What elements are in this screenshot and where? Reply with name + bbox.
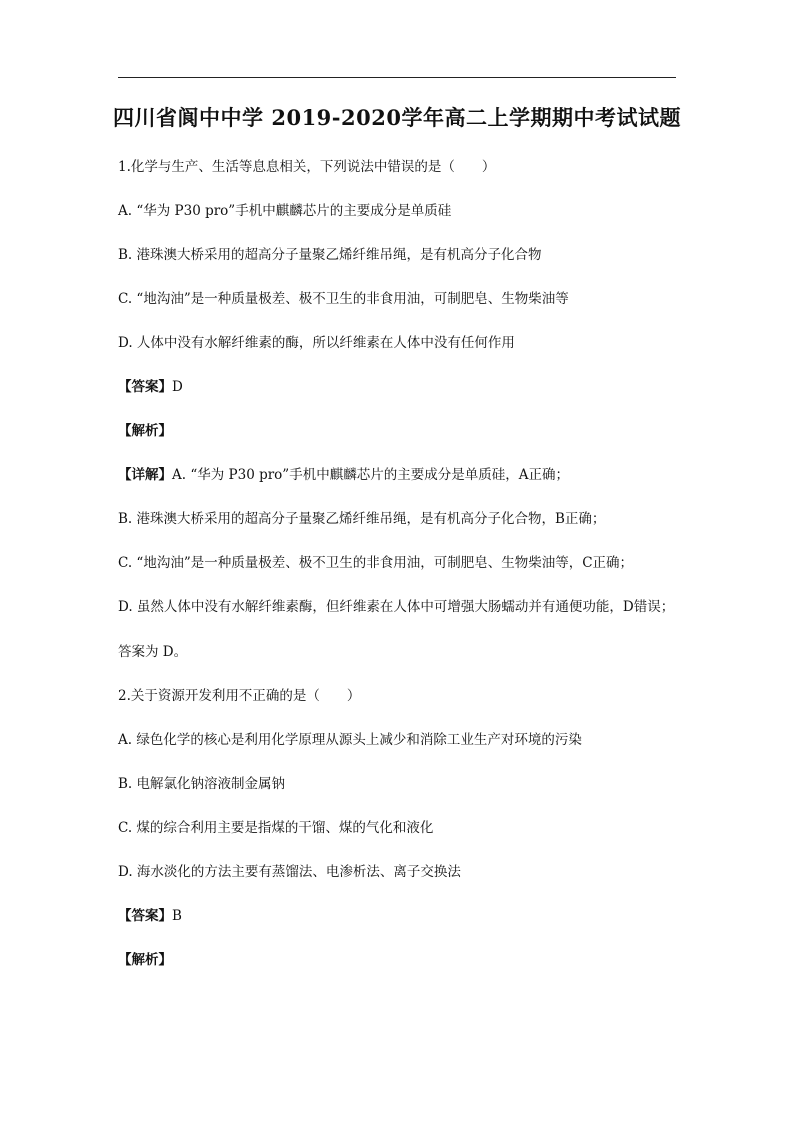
question-1-option-b: B. 港珠澳大桥采用的超高分子量聚乙烯纤维吊绳，是有机高分子化合物 — [118, 247, 542, 263]
answer-value: B — [172, 908, 182, 924]
document-body — [118, 156, 676, 993]
header-rule — [118, 77, 676, 78]
question-1-detail-a — [118, 464, 676, 486]
question-1-detail-b: B. 港珠澳大桥采用的超高分子量聚乙烯纤维吊绳，是有机高分子化合物，B正确； — [118, 511, 606, 527]
question-1-answer — [118, 376, 676, 398]
detail-label: 【详解】 — [118, 467, 172, 483]
detail-a-text: A. “华为 P30 pro”手机中麒麟芯片的主要成分是单质硅，A正确； — [172, 467, 569, 483]
question-2-analysis-label: 【解析】 — [118, 952, 172, 968]
answer-label: 【答案】 — [118, 379, 172, 395]
question-2-option-a: A. 绿色化学的核心是利用化学原理从源头上减少和消除工业生产对环境的污染 — [118, 732, 582, 748]
document-title: 四川省阆中中学 2019-2020学年高二上学期期中考试试题 — [113, 105, 681, 130]
question-1-option-c: C. “地沟油”是一种质量极差、极不卫生的非食用油，可制肥皂、生物柴油等 — [118, 291, 569, 307]
question-1-stem: 1.化学与生产、生活等息息相关，下列说法中错误的是（ ） — [118, 159, 496, 175]
question-1-detail-c: C. “地沟油”是一种质量极差、极不卫生的非食用油，可制肥皂、生物柴油等，C正确； — [118, 555, 634, 571]
question-1-detail-d: D. 虽然人体中没有水解纤维素酶，但纤维素在人体中可增强大肠蠕动并有通便功能，D错误； — [118, 599, 675, 615]
question-2-option-c: C. 煤的综合利用主要是指煤的干馏、煤的气化和液化 — [118, 820, 434, 836]
answer-label: 【答案】 — [118, 908, 172, 924]
question-1-conclusion: 答案为 D。 — [118, 644, 188, 660]
question-2-option-d: D. 海水淡化的方法主要有蒸馏法、电渗析法、离子交换法 — [118, 864, 461, 880]
question-1-option-d: D. 人体中没有水解纤维素的酶，所以纤维素在人体中没有任何作用 — [118, 335, 515, 351]
question-1-analysis-label: 【解析】 — [118, 423, 172, 439]
question-2-stem: 2.关于资源开发利用不正确的是（ ） — [118, 688, 361, 704]
question-2-option-b: B. 电解氯化钠溶液制金属钠 — [118, 776, 286, 792]
question-2-answer — [118, 905, 676, 927]
question-1-option-a: A. “华为 P30 pro”手机中麒麟芯片的主要成分是单质硅 — [118, 203, 452, 219]
answer-value: D — [172, 379, 183, 395]
